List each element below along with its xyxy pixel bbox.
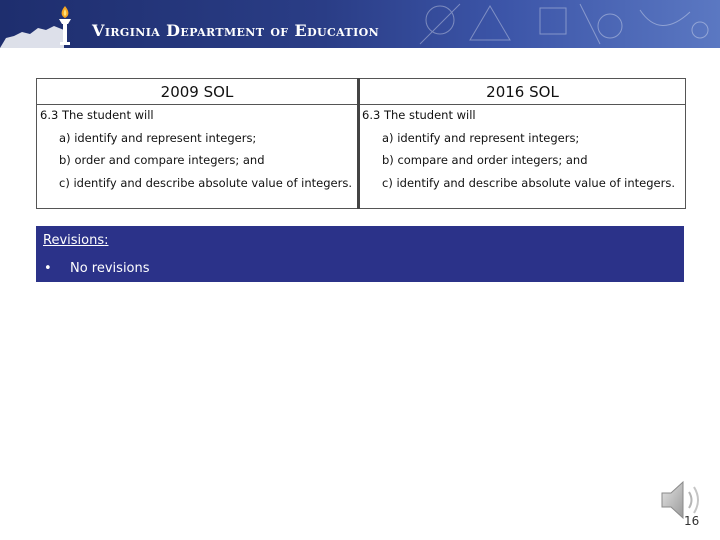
sol-comparison-table: [36, 78, 686, 209]
sol-2016-item-a: a) identify and represent integers;: [382, 131, 580, 145]
sol-2009-item-c: c) identify and describe absolute value of integers.: [59, 176, 352, 190]
revisions-label-text: Revisions: [43, 233, 105, 248]
sol-2009-item-b: b) order and compare integers; and: [59, 153, 265, 167]
revisions-label-colon: :: [104, 233, 109, 248]
page-number: 16: [684, 514, 700, 528]
sol-2016-item-c: c) identify and describe absolute value of integers.: [382, 176, 675, 190]
torch-logo-icon: [52, 4, 78, 46]
sol-2016-lead: 6.3 The student will: [362, 108, 476, 122]
revisions-bullet: •: [44, 261, 52, 276]
sol-2009-lead: 6.3 The student will: [40, 108, 154, 122]
sol-2009-item-a: a) identify and represent integers;: [59, 131, 257, 145]
sol-2016-item-b: b) compare and order integers; and: [382, 153, 588, 167]
table-heading-2016: 2016 SOL: [359, 79, 686, 105]
revisions-label: [43, 233, 109, 248]
header-banner: [0, 0, 720, 48]
table-heading-2009: 2009 SOL: [37, 79, 359, 105]
revisions-item: No revisions: [70, 261, 150, 276]
header-title: Virginia Department of Education: [92, 21, 380, 40]
sol-2016-cell: [359, 105, 686, 209]
sol-2009-cell: [37, 105, 359, 209]
revisions-box: [36, 226, 684, 282]
banner-pattern: [400, 0, 720, 48]
